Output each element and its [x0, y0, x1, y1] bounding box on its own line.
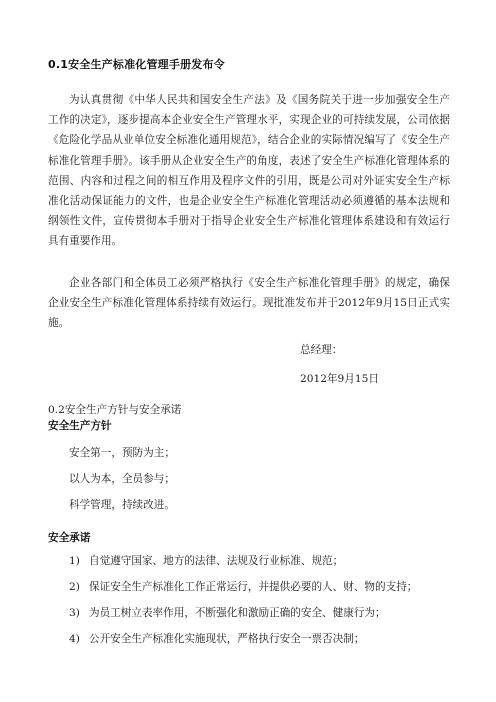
- policy-heading: 安全生产方针: [48, 420, 112, 432]
- commitment-item: [69, 605, 386, 620]
- commitment-item: [69, 631, 364, 646]
- commitment-heading: 安全承诺: [48, 532, 91, 544]
- commitment-item: [69, 553, 343, 568]
- commitment-text: 自觉遵守国家、地方的法律、法规及行业标准、规范；: [89, 555, 344, 567]
- signature-date: 2012年9月15日: [300, 373, 379, 385]
- commitment-text: 为员工树立表率作用，不断强化和激励正确的安全、健康行为；: [89, 607, 386, 619]
- policy-line: 安全第一，预防为主；: [69, 447, 175, 459]
- policy-line: 以人为本，全员参与；: [69, 473, 175, 485]
- release-order-paragraph-2: 企业各部门和全体员工必须严格执行《安全生产标准化管理手册》的规定，确保企业安全生产标准化管理体系持续有效运行。现批准发布并于2012年9月15日正式实施。: [48, 277, 450, 330]
- commitment-number: 4): [69, 633, 80, 645]
- section-title-policy-commitment: 0.2安全生产方针与安全承诺: [48, 404, 182, 416]
- commitment-text: 保证安全生产标准化工作正常运行，并提供必要的人、财、物的支持；: [89, 581, 418, 593]
- commitment-item: [69, 579, 417, 594]
- signer-label: 总经理：: [300, 344, 343, 356]
- commitment-number: 3): [69, 607, 80, 619]
- policy-line: 科学管理，持续改进。: [69, 499, 175, 511]
- commitment-number: 2): [69, 581, 80, 593]
- release-order-paragraph-1: 为认真贯彻《中华人民共和国安全生产法》及《国务院关于进一步加强安全生产工作的决定》，逐步提高本企业安全生产管理水平，实现企业的可持续发展，公司依据《危险化学品从业单位安全标准化通用规范》，结合企业的实际情况编写了《安全生产标准化管理手册》。该手册从企业安全生产的角度，表述了安全生产标准化管理体系的范围、内容和过程之间的相互作用及程序文件的引用，既是公司对外证实安全生产标准化活动保证能力的文件，也是企业安全生产标准化管理活动必须遵循的基本法规和纲领性文件，宣传贯彻本手册对于指导企业安全生产标准化管理体系建设和有效运行具有重要作用。: [48, 94, 450, 248]
- commitment-text: 公开安全生产标准化实施现状，严格执行安全一票否决制；: [89, 633, 365, 645]
- section-title-release-order: 0.1安全生产标准化管理手册发布令: [48, 58, 225, 71]
- commitment-number: 1): [69, 555, 80, 567]
